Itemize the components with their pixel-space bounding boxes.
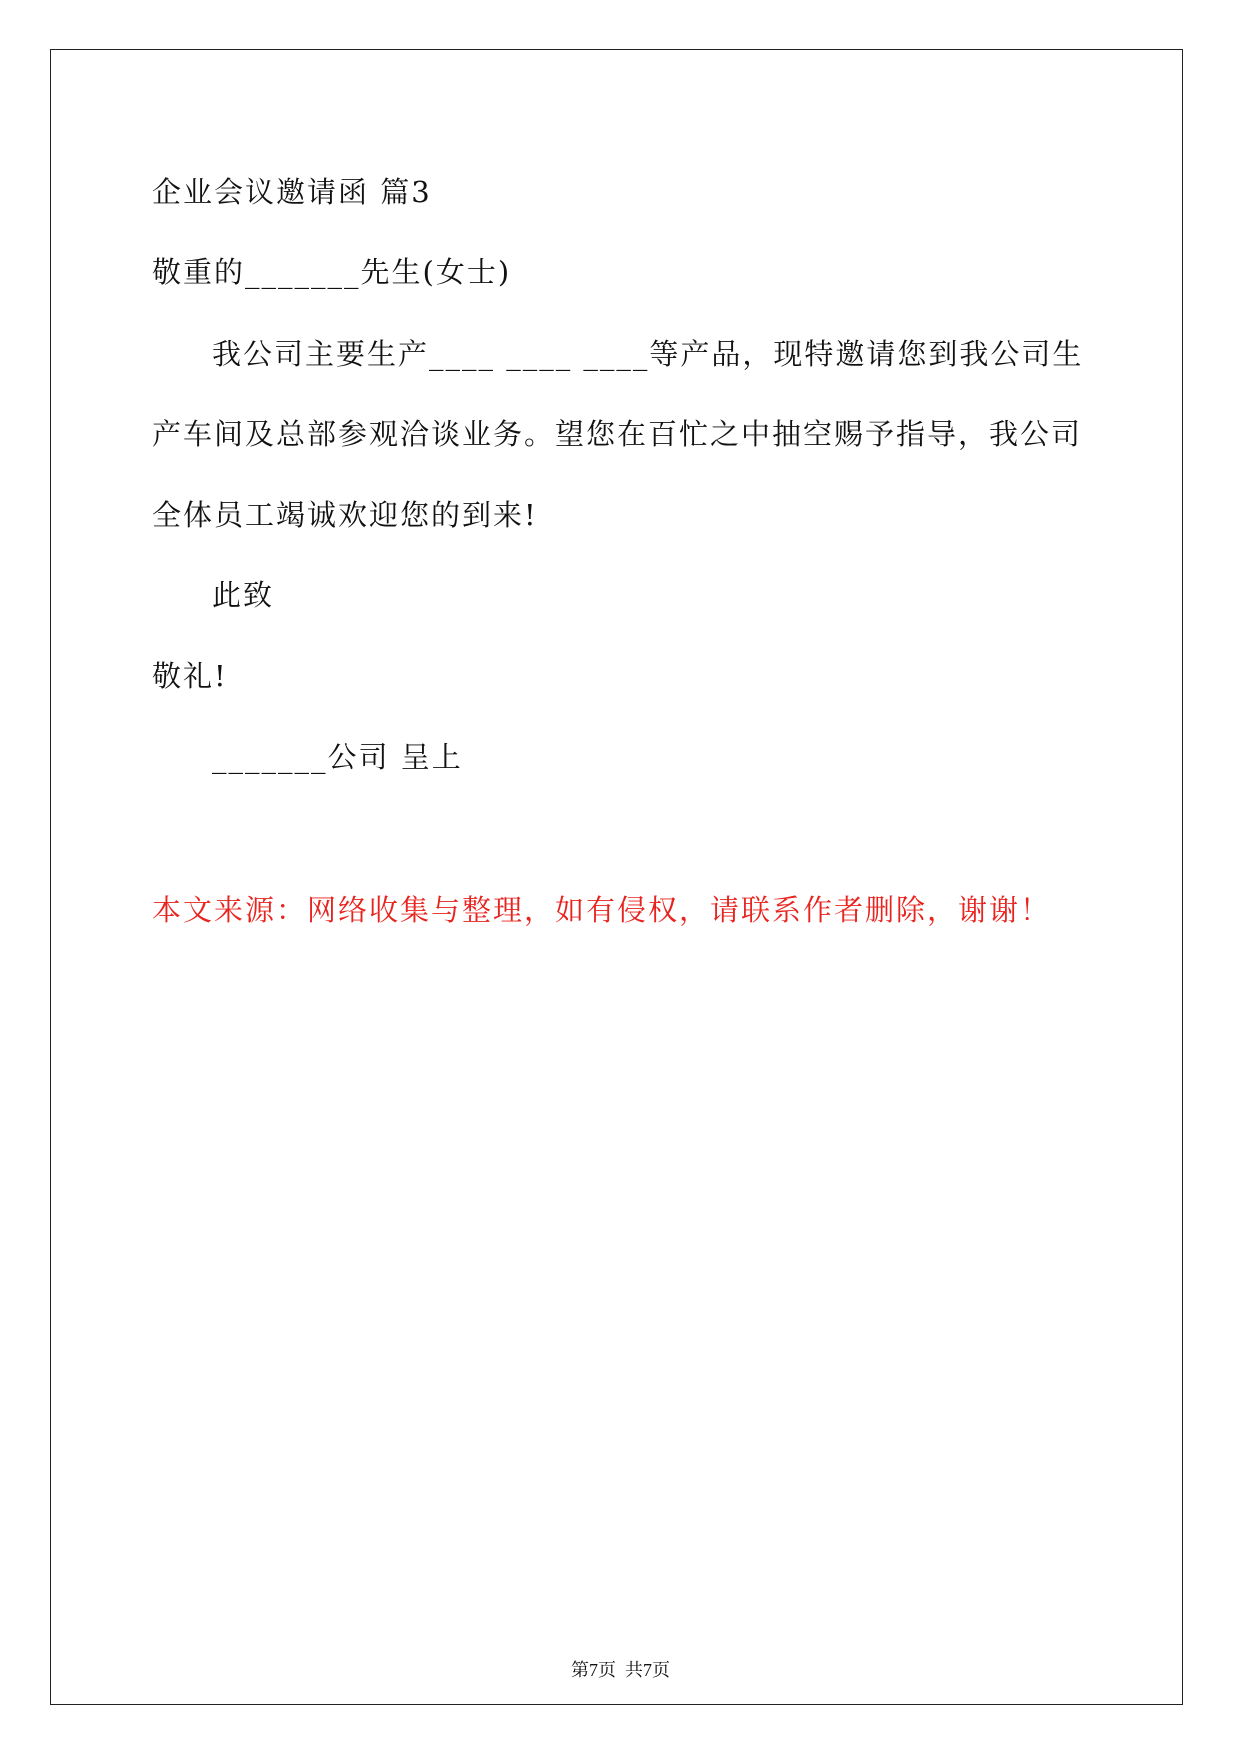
body-paragraph-line-1: 我公司主要生产____ ____ ____等产品，现特邀请您到我公司生 bbox=[212, 337, 1084, 371]
closing-line-2: 敬礼! bbox=[152, 659, 228, 693]
document-heading: 企业会议邀请函 篇3 bbox=[152, 175, 432, 209]
body-paragraph-line-3: 全体员工竭诚欢迎您的到来! bbox=[152, 498, 538, 532]
page-border bbox=[50, 49, 1183, 1705]
closing-line-1: 此致 bbox=[212, 578, 275, 612]
body-paragraph-line-2: 产车间及总部参观洽谈业务。望您在百忙之中抽空赐予指导，我公司 bbox=[152, 417, 1083, 451]
source-note: 本文来源：网络收集与整理，如有侵权，请联系作者删除，谢谢！ bbox=[152, 893, 1052, 927]
signature-line: _______公司 呈上 bbox=[212, 740, 463, 774]
salutation: 敬重的_______先生(女士) bbox=[152, 255, 512, 289]
page-number-footer: 第7页 共7页 bbox=[571, 1660, 670, 1680]
